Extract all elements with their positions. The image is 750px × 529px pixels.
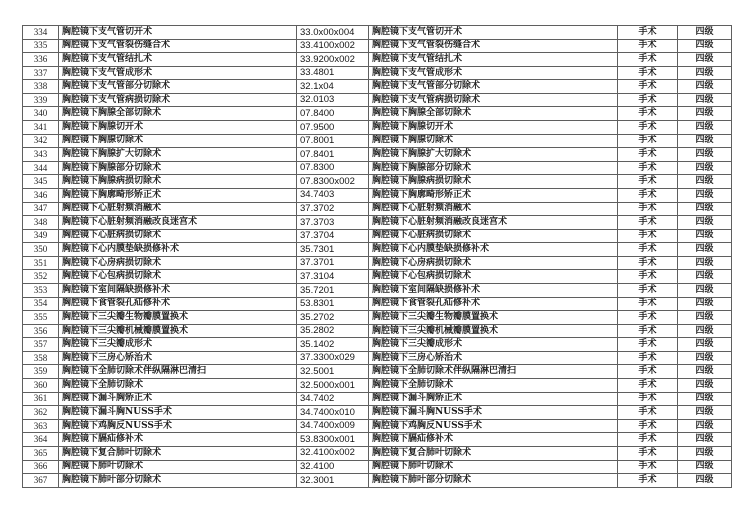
table-row [23,365,732,379]
procedure-name-secondary: 胸腔镜下全肺切除术 [369,379,618,393]
procedure-name: 胸腔镜下膈疝修补术 [59,433,297,447]
procedure-level: 四级 [678,66,732,80]
procedure-level: 四级 [678,297,732,311]
procedure-name-secondary: 胸腔镜下支气管切开术 [369,26,618,40]
procedure-level: 四级 [678,161,732,175]
row-number: 344 [23,161,59,175]
procedure-name-secondary: 胸腔镜下三房心矫治术 [369,351,618,365]
table-row [23,188,732,202]
row-number: 345 [23,175,59,189]
procedure-name: 胸腔镜下支气管病损切除术 [59,93,297,107]
row-number: 360 [23,379,59,393]
procedure-level: 四级 [678,188,732,202]
procedure-category: 手术 [618,406,678,420]
procedure-category: 手术 [618,460,678,474]
procedure-code: 53.8301 [297,297,369,311]
procedure-category: 手术 [618,365,678,379]
procedure-level: 四级 [678,202,732,216]
procedure-code: 07.9500 [297,121,369,135]
row-number: 355 [23,311,59,325]
table-row [23,256,732,270]
procedure-category: 手术 [618,338,678,352]
procedure-code: 37.3703 [297,216,369,230]
procedure-category: 手术 [618,379,678,393]
procedure-level: 四级 [678,26,732,40]
procedure-name: 胸腔镜下肺叶切除术 [59,460,297,474]
procedure-name-secondary: 胸腔镜下心包病损切除术 [369,270,618,284]
procedure-name: 胸腔镜下胸腺部分切除术 [59,161,297,175]
procedure-level: 四级 [678,406,732,420]
table-row [23,216,732,230]
procedure-code: 37.3104 [297,270,369,284]
procedure-code: 53.8300x001 [297,433,369,447]
procedure-category: 手术 [618,66,678,80]
procedure-level: 四级 [678,460,732,474]
procedure-level: 四级 [678,365,732,379]
procedure-level: 四级 [678,80,732,94]
procedure-code: 34.7400x009 [297,419,369,433]
procedure-name: 胸腔镜下三房心矫治术 [59,351,297,365]
procedure-name: 胸腔镜下三尖瓣成形术 [59,338,297,352]
procedure-name: 胸腔镜下三尖瓣机械瓣膜置换术 [59,324,297,338]
procedure-name-secondary: 胸腔镜下心脏病损切除术 [369,229,618,243]
procedure-table [22,25,732,488]
procedure-name: 胸腔镜下支气管成形术 [59,66,297,80]
row-number: 357 [23,338,59,352]
procedure-name-secondary: 胸腔镜下全肺切除术伴纵隔淋巴清扫 [369,365,618,379]
procedure-name: 胸腔镜下食管裂孔疝修补术 [59,297,297,311]
row-number: 353 [23,283,59,297]
row-number: 350 [23,243,59,257]
procedure-name-secondary: 胸腔镜下鸡胸反NUSS手术 [369,419,618,433]
row-number: 363 [23,419,59,433]
procedure-name-secondary: 胸腔镜下膈疝修补术 [369,433,618,447]
procedure-code: 32.1x04 [297,80,369,94]
procedure-code: 37.3701 [297,256,369,270]
procedure-level: 四级 [678,243,732,257]
procedure-name-secondary: 胸腔镜下漏斗胸矫正术 [369,392,618,406]
procedure-category: 手术 [618,229,678,243]
table-row [23,66,732,80]
procedure-name-secondary: 胸腔镜下三尖瓣成形术 [369,338,618,352]
procedure-category: 手术 [618,39,678,53]
table-row [23,53,732,67]
table-row [23,93,732,107]
procedure-name: 胸腔镜下心包病损切除术 [59,270,297,284]
row-number: 347 [23,202,59,216]
procedure-category: 手术 [618,161,678,175]
procedure-category: 手术 [618,243,678,257]
procedure-level: 四级 [678,229,732,243]
procedure-name: 胸腔镜下心脏射频消融术 [59,202,297,216]
procedure-category: 手术 [618,270,678,284]
table-row [23,161,732,175]
procedure-code: 32.5000x001 [297,379,369,393]
procedure-code: 34.7400x010 [297,406,369,420]
row-number: 340 [23,107,59,121]
row-number: 334 [23,26,59,40]
procedure-name: 胸腔镜下三尖瓣生物瓣膜置换术 [59,311,297,325]
procedure-category: 手术 [618,121,678,135]
procedure-code: 32.4100 [297,460,369,474]
procedure-name: 胸腔镜下胸廓畸形矫正术 [59,188,297,202]
procedure-level: 四级 [678,392,732,406]
row-number: 367 [23,474,59,488]
table-row [23,39,732,53]
table-row [23,474,732,488]
procedure-level: 四级 [678,419,732,433]
procedure-name: 胸腔镜下全肺切除术伴纵隔淋巴清扫 [59,365,297,379]
row-number: 336 [23,53,59,67]
procedure-category: 手术 [618,80,678,94]
procedure-category: 手术 [618,134,678,148]
table-row [23,297,732,311]
procedure-name-secondary: 胸腔镜下三尖瓣机械瓣膜置换术 [369,324,618,338]
table-row [23,134,732,148]
procedure-name-secondary: 胸腔镜下支气管部分切除术 [369,80,618,94]
procedure-name: 胸腔镜下漏斗胸矫正术 [59,392,297,406]
procedure-code: 35.7301 [297,243,369,257]
procedure-name: 胸腔镜下支气管结扎术 [59,53,297,67]
row-number: 337 [23,66,59,80]
procedure-category: 手术 [618,351,678,365]
procedure-name: 胸腔镜下胸腺病损切除术 [59,175,297,189]
row-number: 354 [23,297,59,311]
procedure-code: 07.8001 [297,134,369,148]
procedure-category: 手术 [618,202,678,216]
procedure-category: 手术 [618,474,678,488]
procedure-code: 32.5001 [297,365,369,379]
procedure-code: 07.8300x002 [297,175,369,189]
row-number: 348 [23,216,59,230]
table-row [23,229,732,243]
table-row [23,80,732,94]
procedure-code: 34.7402 [297,392,369,406]
row-number: 361 [23,392,59,406]
table-row [23,324,732,338]
table-row [23,460,732,474]
procedure-level: 四级 [678,283,732,297]
row-number: 352 [23,270,59,284]
procedure-category: 手术 [618,297,678,311]
procedure-code: 37.3702 [297,202,369,216]
procedure-category: 手术 [618,256,678,270]
procedure-category: 手术 [618,419,678,433]
row-number: 359 [23,365,59,379]
row-number: 358 [23,351,59,365]
procedure-level: 四级 [678,53,732,67]
procedure-category: 手术 [618,148,678,162]
procedure-level: 四级 [678,175,732,189]
procedure-level: 四级 [678,311,732,325]
procedure-name-secondary: 胸腔镜下支气管结扎术 [369,53,618,67]
procedure-code: 07.8300 [297,161,369,175]
procedure-code: 33.9200x002 [297,53,369,67]
table-row [23,433,732,447]
procedure-name: 胸腔镜下心房病损切除术 [59,256,297,270]
procedure-category: 手术 [618,216,678,230]
procedure-level: 四级 [678,379,732,393]
row-number: 365 [23,446,59,460]
procedure-level: 四级 [678,93,732,107]
procedure-name-secondary: 胸腔镜下支气管病损切除术 [369,93,618,107]
row-number: 356 [23,324,59,338]
procedure-name-secondary: 胸腔镜下室间隔缺损修补术 [369,283,618,297]
row-number: 343 [23,148,59,162]
procedure-category: 手术 [618,311,678,325]
procedure-code: 35.2702 [297,311,369,325]
procedure-name: 胸腔镜下复合肺叶切除术 [59,446,297,460]
procedure-name-secondary: 胸腔镜下胸腺切开术 [369,121,618,135]
procedure-name: 胸腔镜下心脏病损切除术 [59,229,297,243]
table-row [23,351,732,365]
procedure-level: 四级 [678,338,732,352]
table-row [23,202,732,216]
procedure-code: 32.4100x002 [297,446,369,460]
procedure-name: 胸腔镜下室间隔缺损修补术 [59,283,297,297]
procedure-name-secondary: 胸腔镜下三尖瓣生物瓣膜置换术 [369,311,618,325]
procedure-name-secondary: 胸腔镜下胸腺扩大切除术 [369,148,618,162]
table-row [23,392,732,406]
table-row [23,107,732,121]
procedure-category: 手术 [618,93,678,107]
procedure-category: 手术 [618,53,678,67]
procedure-name-secondary: 胸腔镜下支气管裂伤缝合术 [369,39,618,53]
procedure-name: 胸腔镜下胸腺全部切除术 [59,107,297,121]
row-number: 362 [23,406,59,420]
table-row [23,270,732,284]
table-row [23,311,732,325]
procedure-code: 35.2802 [297,324,369,338]
procedure-name-secondary: 胸腔镜下胸腺切除术 [369,134,618,148]
procedure-table-body [23,26,732,488]
procedure-code: 32.0103 [297,93,369,107]
table-row [23,406,732,420]
procedure-name-secondary: 胸腔镜下复合肺叶切除术 [369,446,618,460]
procedure-category: 手术 [618,446,678,460]
procedure-category: 手术 [618,392,678,406]
procedure-name: 胸腔镜下漏斗胸NUSS手术 [59,406,297,420]
procedure-code: 37.3300x029 [297,351,369,365]
procedure-code: 34.7403 [297,188,369,202]
procedure-name: 胸腔镜下心脏射频消融改良迷宫术 [59,216,297,230]
procedure-level: 四级 [678,134,732,148]
procedure-level: 四级 [678,256,732,270]
procedure-name-secondary: 胸腔镜下胸腺病损切除术 [369,175,618,189]
procedure-level: 四级 [678,107,732,121]
row-number: 339 [23,93,59,107]
table-row [23,283,732,297]
procedure-category: 手术 [618,107,678,121]
table-row [23,243,732,257]
procedure-name-secondary: 胸腔镜下心房病损切除术 [369,256,618,270]
procedure-name-secondary: 胸腔镜下心脏射频消融改良迷宫术 [369,216,618,230]
table-row [23,379,732,393]
procedure-name: 胸腔镜下心内膜垫缺损修补术 [59,243,297,257]
procedure-name-secondary: 胸腔镜下肺叶部分切除术 [369,474,618,488]
procedure-level: 四级 [678,270,732,284]
procedure-name-secondary: 胸腔镜下心脏射频消融术 [369,202,618,216]
procedure-category: 手术 [618,188,678,202]
procedure-category: 手术 [618,433,678,447]
procedure-name: 胸腔镜下支气管裂伤缝合术 [59,39,297,53]
procedure-code: 35.1402 [297,338,369,352]
procedure-category: 手术 [618,26,678,40]
procedure-level: 四级 [678,216,732,230]
procedure-name: 胸腔镜下鸡胸反NUSS手术 [59,419,297,433]
row-number: 364 [23,433,59,447]
procedure-name-secondary: 胸腔镜下肺叶切除术 [369,460,618,474]
row-number: 366 [23,460,59,474]
table-row [23,338,732,352]
procedure-level: 四级 [678,324,732,338]
procedure-category: 手术 [618,283,678,297]
procedure-level: 四级 [678,446,732,460]
row-number: 342 [23,134,59,148]
procedure-name-secondary: 胸腔镜下食管裂孔疝修补术 [369,297,618,311]
row-number: 341 [23,121,59,135]
procedure-name-secondary: 胸腔镜下胸腺全部切除术 [369,107,618,121]
table-row [23,175,732,189]
procedure-name: 胸腔镜下支气管部分切除术 [59,80,297,94]
procedure-level: 四级 [678,433,732,447]
procedure-name: 胸腔镜下支气管切开术 [59,26,297,40]
procedure-level: 四级 [678,148,732,162]
procedure-code: 33.4801 [297,66,369,80]
procedure-name: 胸腔镜下胸腺切除术 [59,134,297,148]
procedure-code: 07.8400 [297,107,369,121]
procedure-category: 手术 [618,175,678,189]
procedure-name: 胸腔镜下胸腺切开术 [59,121,297,135]
table-row [23,419,732,433]
procedure-name-secondary: 胸腔镜下胸廓畸形矫正术 [369,188,618,202]
row-number: 349 [23,229,59,243]
procedure-code: 33.4100x002 [297,39,369,53]
procedure-name-secondary: 胸腔镜下支气管成形术 [369,66,618,80]
table-row [23,121,732,135]
row-number: 351 [23,256,59,270]
procedure-name: 胸腔镜下肺叶部分切除术 [59,474,297,488]
table-row [23,148,732,162]
procedure-level: 四级 [678,121,732,135]
row-number: 335 [23,39,59,53]
procedure-name-secondary: 胸腔镜下漏斗胸NUSS手术 [369,406,618,420]
table-row [23,446,732,460]
row-number: 346 [23,188,59,202]
procedure-name: 胸腔镜下全肺切除术 [59,379,297,393]
procedure-code: 35.7201 [297,283,369,297]
procedure-level: 四级 [678,39,732,53]
row-number: 338 [23,80,59,94]
procedure-name-secondary: 胸腔镜下胸腺部分切除术 [369,161,618,175]
procedure-name-secondary: 胸腔镜下心内膜垫缺损修补术 [369,243,618,257]
procedure-code: 32.3001 [297,474,369,488]
procedure-name: 胸腔镜下胸腺扩大切除术 [59,148,297,162]
procedure-level: 四级 [678,351,732,365]
table-row [23,26,732,40]
procedure-code: 07.8401 [297,148,369,162]
procedure-code: 33.0x00x004 [297,26,369,40]
procedure-code: 37.3704 [297,229,369,243]
procedure-level: 四级 [678,474,732,488]
procedure-category: 手术 [618,324,678,338]
